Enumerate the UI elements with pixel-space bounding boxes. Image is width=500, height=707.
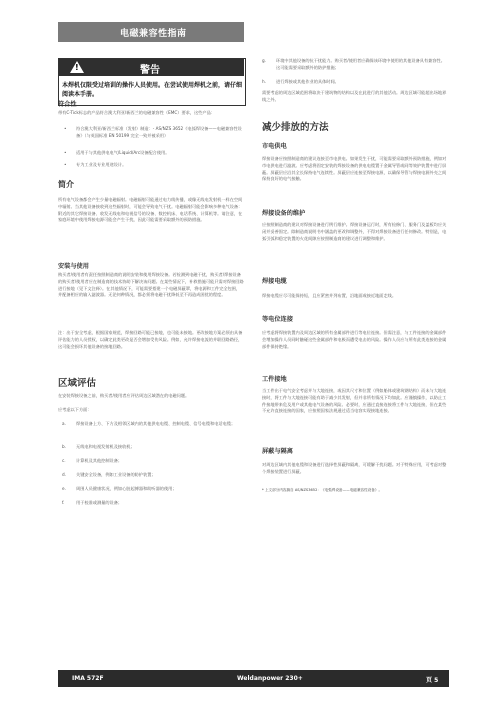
exclamation-icon: ! [75,63,79,72]
area-item-e: 周围人员健康状况，例如心脏起搏器和助听器的使用； [76,486,177,491]
list-marker: g. [262,58,266,63]
page-title: 电磁兼容性指南 [120,29,187,39]
heading-mains: 市电供电 [262,143,287,150]
list-marker: c. [62,458,66,463]
area-item-c: 计算机及其他控制设备； [76,458,123,463]
area-item-g: 环境中其他设备的抗干扰能力。购买者/使用者应确保该环境中使用的其他设备具有兼容性。这可能需要采取额外的防护措施； [276,58,445,70]
heading-maintenance: 焊接设备的维护 [262,210,306,217]
heading-install: 安装与使用 [58,263,89,270]
bullet-dot: • [64,126,67,131]
heading-cables: 焊接电缆 [262,278,287,285]
heading-earthing: 工件接地 [262,376,287,383]
warning-text: 本焊机仅限受过培训的操作人员使用。在尝试使用焊机之前，请仔细阅读本手册。 [62,82,243,98]
area-consider: 应考虑以下方面： [58,407,92,412]
intro-text: 所有电气设备都会产生少量电磁辐射。电磁辐射可能通过电力线传播，或像无线电发射机一样在空间中辐射。当其他设备接收到这些辐射时，可能会导致电气干扰。电磁辐射可能会影响多种电气设备：附近的其它焊接设备、收发无线电和电视信号的设备、数控机床、电话系统、计算机等。请注意，在家庭环境中使用焊接电源可能会产生干扰，因此可能需要采取额外的预防措施。 [58,197,243,223]
page-number: 页 5 [426,677,439,684]
area-item-h: 进行焊接或其他作业的具体时间。 [276,79,339,84]
list-marker: b. [62,444,66,449]
shielding-text: 对周边区域内其他电缆和设备进行选择性屏蔽和隔离，可缓解干扰问题。对于特殊应用，可考虑对整个焊接装置进行屏蔽。 [262,462,447,474]
bullet-dot: • [64,150,67,155]
install-text: 购买者/使用者有责任按照制造商的说明安装和使用焊接设备。若检测到电磁干扰，购买者/焊接设备的购买者/使用者应在制造商的技术协助下解决该问题。在某些情况下，补救措施可能只需对焊接回路进行接地（见下文注释）。在其他情况下，可能需要搭建一个电磁屏蔽罩，将电源和工件完全包围，并配备相应的输入滤波器。无论何种情况，都必须将电磁干扰降低至不再造成困扰的程度。 [58,272,244,298]
suitability-bullet-3: 专为工业及专业用途设计。 [76,162,127,167]
list-marker: f. [62,500,65,505]
area-item-d: 关键安全设备，例如工业设备的防护装置； [76,472,156,477]
area-range-text: 需要考虑的周边区域范围将取决于建筑物的结构以及在此进行的其他活动。周边区域可能超出场地界线之外。 [262,90,447,102]
cables-text: 焊接电缆应尽可能保持短，且应紧密并列布置，沿地面或接近地面走线。 [262,293,397,298]
footnote: * 上文部分内容摘自 AS/NZS3652：《电弧焊设备——电磁兼容性设备》。 [262,488,383,492]
heading-area: 区域评估 [58,378,97,389]
heading-bonding: 等电位连接 [262,316,293,323]
mains-text: 焊接设备应按照制造商的建议连接至市电供电。如果发生干扰，可能需要采取额外预防措施，例如对市电供电进行滤波。应考虑将固定安装的焊接设备的供电电缆置于金属导管或同等效护装置中进行屏蔽。屏蔽层应沿其全长保持电气连续性。屏蔽层应连接至焊接电源，以确保导管与焊接电源外壳之间保持良好的电气接触。 [262,156,447,182]
maintenance-text: 应按照制造商的建议对焊接设备进行例行维护。焊接设备运行时，所有检修门、服务门及盖板均应关闭并妥善固定。除制造商说明书中涵盖的更改和调整外，不得对焊接设备进行任何修改。特别是，电弧引弧和稳定装置的火花间隙应按照制造商的建议进行调整和维护。 [262,222,447,241]
area-item-a: 焊接设备上方、下方及相邻区域内的其他供电电缆、控制电缆、信号电缆和电话电缆； [76,421,236,426]
install-note: 注：出于安全考虑，根据国家规范，焊接回路可能已接地，也可能未接地。更改接地方案必须由具备评估能力的人员授权，以确定此类更改是否会增加受伤风险。例如，允许焊接电流的并联回路路径，这可能会损坏其他设备的接地回路。 [58,330,243,349]
list-marker: h. [262,79,266,84]
list-marker: e. [62,486,66,491]
suitability-text: 带有C-Tick标志的产品符合澳大利亚/新西兰的电磁兼容性（EMC）要求，这些产品： [58,110,215,115]
heading-reduce: 减少排放的方法 [262,122,329,133]
heading-intro: 简介 [58,180,74,189]
earthing-text: 当工件出于电气安全考虑并与大地连接，或因其尺寸和位置（例如船体或建筑钢结构）而未与大地连接时，将工件与大地连接可能有助于减少其发射，但并非所有情况下均如此。应谨慎操作，以防止工件接地带来危及用户或其他电气设备的风险。必要时，应通过直接连接将工件与大地连接，但在某些不允许直接连接的国家，应按照国家法规通过适当电容实现接地连接。 [262,388,447,414]
warning-title: 警告 [140,65,160,76]
heading-suitability: 符合性 [58,101,77,108]
list-marker: a. [62,421,66,426]
list-marker: d. [62,472,66,477]
heading-shielding: 屏蔽与隔离 [262,448,293,455]
suitability-bullet-2: 适用于与其他供电电气/Liquid/Arc设备配合使用。 [76,150,170,155]
area-item-f: 用于校准或测量的设备； [76,500,123,505]
bullet-dot: • [64,162,67,167]
bonding-text: 应考虑将焊接装置内及周边区域的所有金属部件进行等电位连接。但需注意，与工件连接的金属部件会增加操作人员同时触碰这些金属部件和电极而遭受电击的风险。操作人员应与所有此类连接的金属部件保持绝缘。 [262,330,447,349]
footer-model: IMA 572F [72,675,104,682]
footer-product: Weldanpower 230+ [237,675,303,682]
suitability-bullet-1: 符合澳大利亚/新西兰标准（发射）制造：- AS/NZS 3652《电弧焊设备——电磁兼容性设备》（与英国标准 EN 50199 完全一致并被采用） [76,126,242,138]
area-item-b: 无线电和电视发射机及接收机； [76,444,135,449]
area-intro: 在安装焊接设备之前，购买者/使用者应评估周边区域潜在的电磁问题。 [58,393,190,398]
